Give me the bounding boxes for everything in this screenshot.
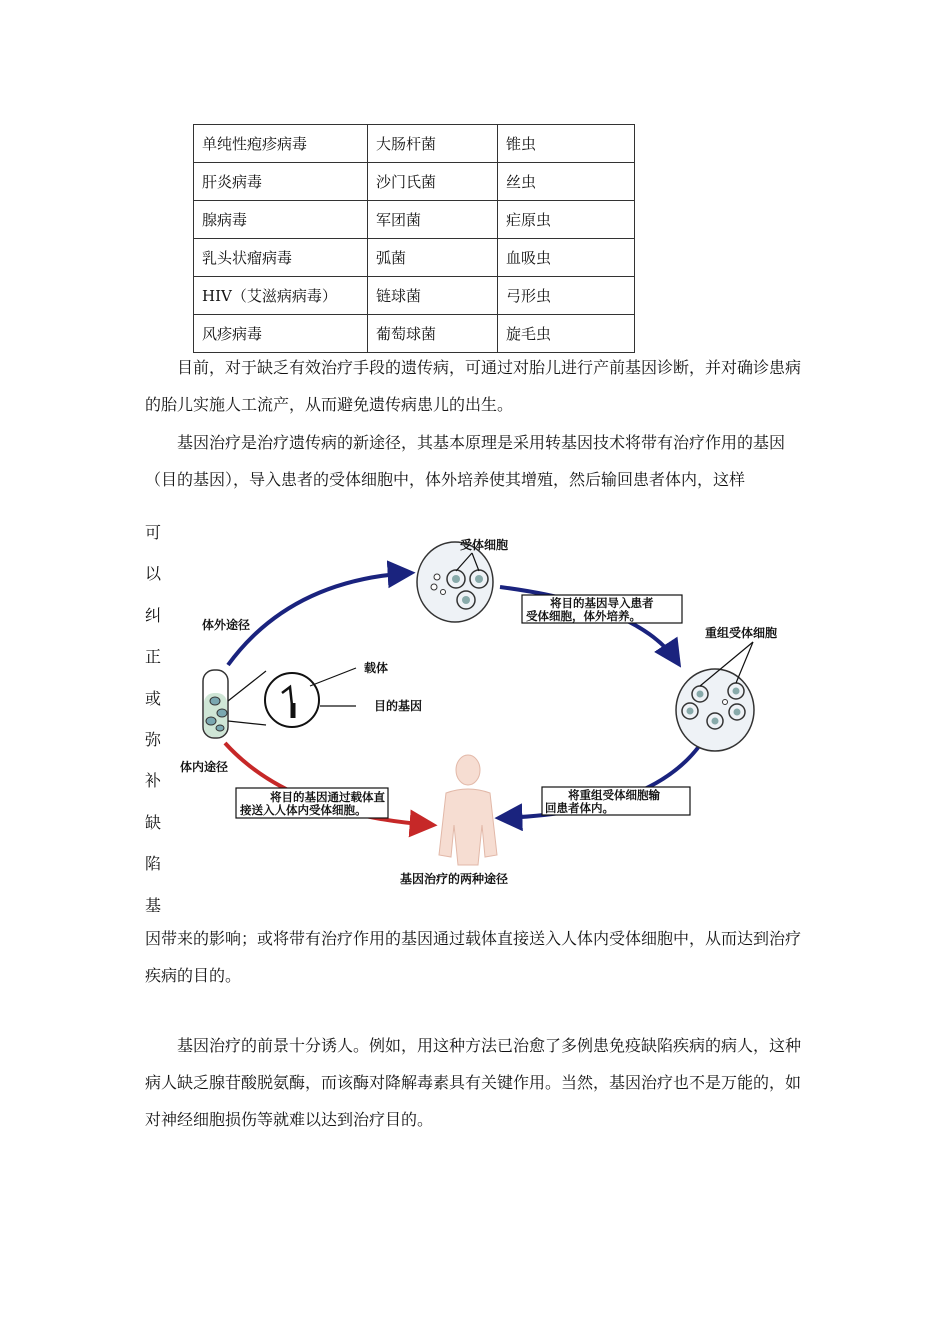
vertical-char: 基 xyxy=(145,895,162,915)
table-cell: 疟原虫 xyxy=(498,201,635,239)
vertical-char: 缺 xyxy=(145,812,162,832)
note-top-line1: 将目的基因导入患者 xyxy=(550,596,654,610)
note-right-line1: 将重组受体细胞输 xyxy=(568,788,660,802)
note-left-line2: 接送入人体内受体细胞。 xyxy=(240,803,367,817)
vertical-char: 补 xyxy=(145,771,162,791)
vertical-char: 可 xyxy=(145,523,162,542)
table-cell: 大肠杆菌 xyxy=(368,125,498,163)
table-row xyxy=(194,163,635,201)
table-cell: 沙门氏菌 xyxy=(368,163,498,201)
vertical-char: 正 xyxy=(145,647,162,667)
label-receptor-cell: 受体细胞 xyxy=(460,538,509,552)
label-recombinant-cell: 重组受体细胞 xyxy=(705,626,778,640)
table-row xyxy=(194,239,635,277)
table-cell: 弧菌 xyxy=(368,239,498,277)
table-cell: 弓形虫 xyxy=(498,277,635,315)
vertical-char: 弥 xyxy=(145,730,162,750)
table-cell: 腺病毒 xyxy=(194,201,368,239)
diagram-caption: 基因治疗的两种途径 xyxy=(400,872,509,886)
paragraph-gene-therapy-prospects: 基因治疗的前景十分诱人。例如，用这种方法已治愈了多例患免疫缺陷疾病的病人，这种病人缺乏腺苷酸脱氨酶，而该酶对降解毒素具有关键作用。当然，基因治疗也不是万能的，如对神经细胞损伤等就难以达到治疗目的。 xyxy=(145,1036,802,1129)
arrow-tube-to-dish xyxy=(228,573,410,665)
label-in-vivo-path: 体内途径 xyxy=(180,760,229,774)
human-body-figure xyxy=(439,755,497,865)
label-vector: 载体 xyxy=(364,661,389,675)
table-cell: 丝虫 xyxy=(498,163,635,201)
vertical-char: 陷 xyxy=(145,854,162,874)
vertical-char: 或 xyxy=(145,688,162,708)
table-cell: 葡萄球菌 xyxy=(368,315,498,353)
table-cell: HIV（艾滋病病毒） xyxy=(194,277,368,315)
table-cell: 肝炎病毒 xyxy=(194,163,368,201)
vector-plasmid xyxy=(265,668,356,727)
label-in-vitro-path: 体外途径 xyxy=(202,618,251,632)
table-cell: 锥虫 xyxy=(498,125,635,163)
table-row xyxy=(194,201,635,239)
table-row xyxy=(194,277,635,315)
table-cell: 旋毛虫 xyxy=(498,315,635,353)
paragraph-prenatal-diagnosis: 目前，对于缺乏有效治疗手段的遗传病，可通过对胎儿进行产前基因诊断，并对确诊患病的胎儿实施人工流产，从而避免遗传病患儿的出生。 xyxy=(145,358,802,414)
table-cell: 单纯性疱疹病毒 xyxy=(194,125,368,163)
table-cell: 乳头状瘤病毒 xyxy=(194,239,368,277)
table-cell: 链球菌 xyxy=(368,277,498,315)
gene-therapy-diagram xyxy=(170,525,778,895)
table-cell: 血吸虫 xyxy=(498,239,635,277)
table-row xyxy=(194,315,635,353)
recombinant-cell-dish xyxy=(676,642,754,751)
test-tube xyxy=(203,670,266,738)
note-right-line2: 回患者体内。 xyxy=(545,801,614,815)
label-target-gene: 目的基因 xyxy=(374,699,423,713)
vertical-char: 纠 xyxy=(145,605,162,625)
paragraph-gene-therapy-principle: 基因治疗是治疗遗传病的新途径，其基本原理是采用转基因技术将带有治疗作用的基因（目的基因），导入患者的受体细胞中，体外培养使其增殖，然后输回患者体内，这样 xyxy=(145,433,786,489)
vertical-char: 以 xyxy=(145,564,162,584)
note-top-line2: 受体细胞，体外培养。 xyxy=(526,609,641,623)
paragraph-continuation: 因带来的影响；或将带有治疗作用的基因通过载体直接送入人体内受体细胞中，从而达到治疗疾病的目的。 xyxy=(145,929,802,985)
pathogen-table xyxy=(193,124,635,353)
table-row xyxy=(194,125,635,163)
table-cell: 风疹病毒 xyxy=(194,315,368,353)
table-cell: 军团菌 xyxy=(368,201,498,239)
receptor-cell-dish xyxy=(417,542,493,622)
note-left-line1: 将目的基因通过载体直 xyxy=(270,790,385,804)
vertical-text-column xyxy=(145,512,165,926)
